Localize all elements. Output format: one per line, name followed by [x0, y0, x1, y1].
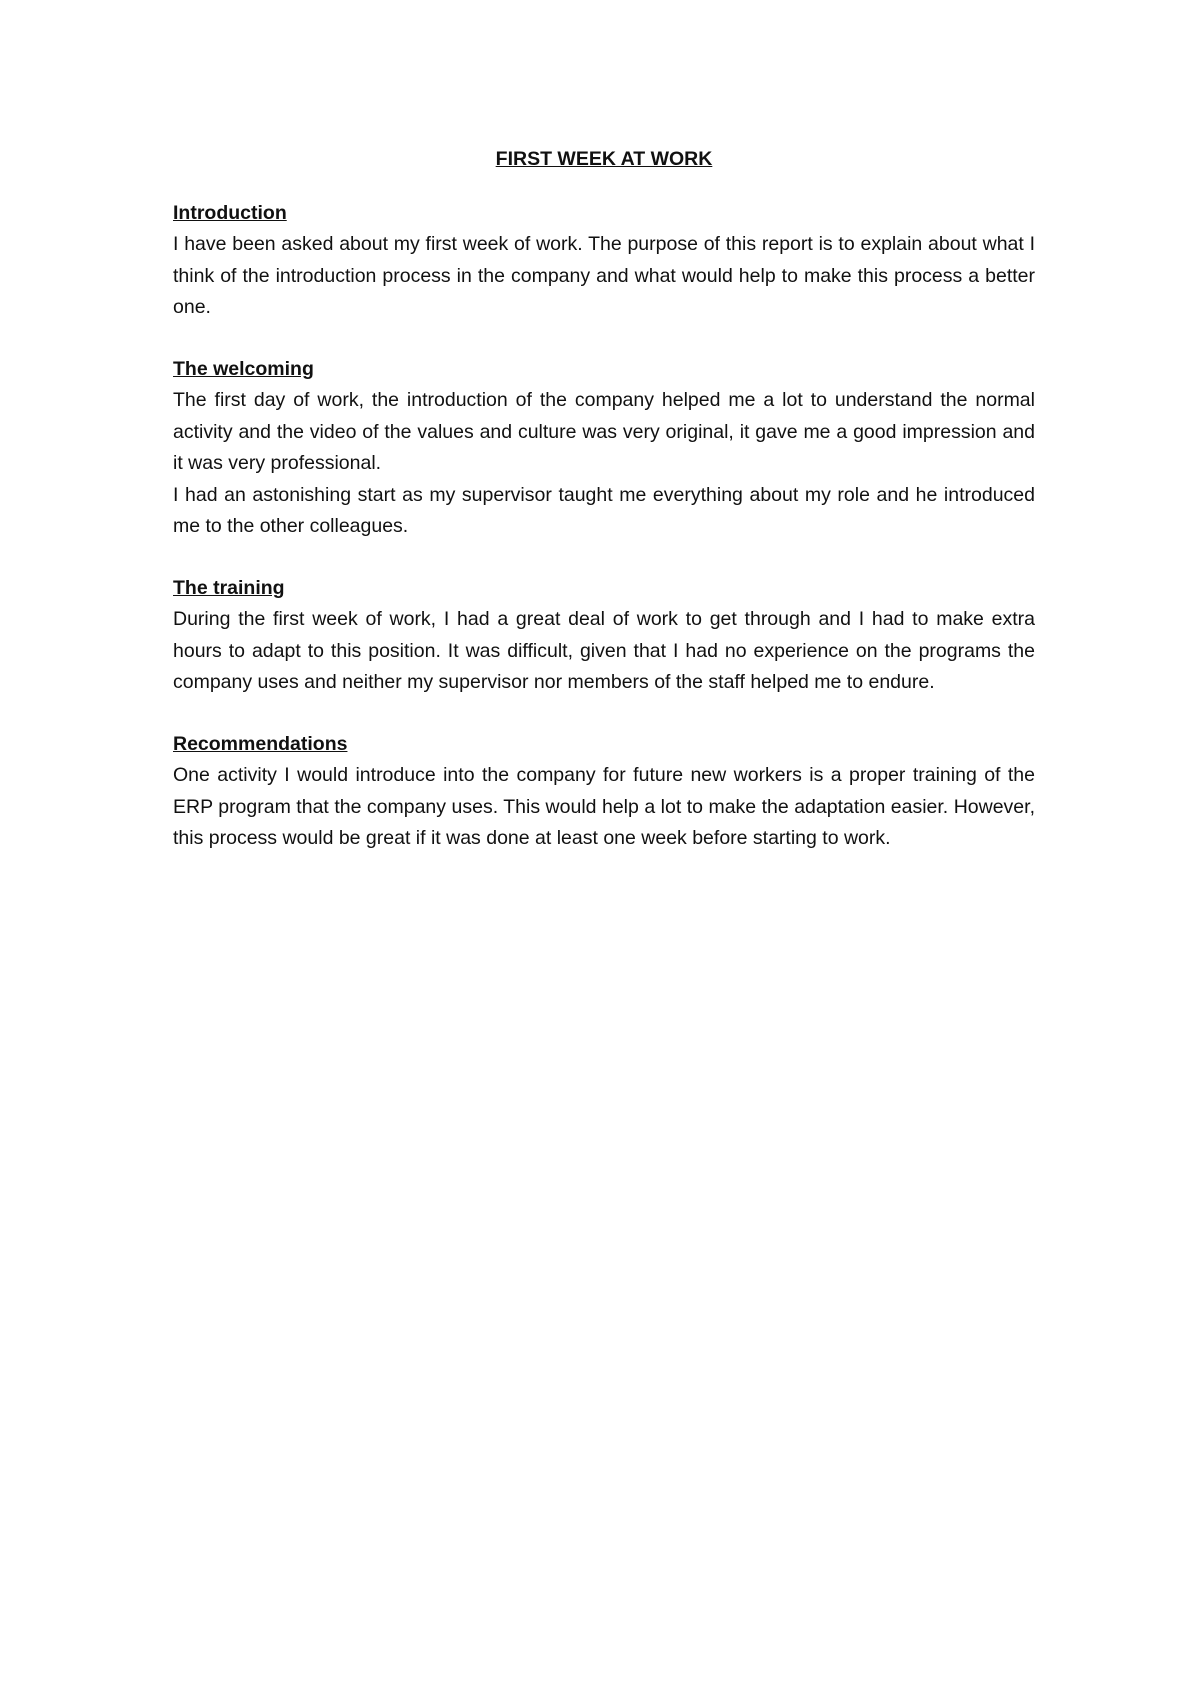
section-training: [173, 573, 1035, 699]
document-title: FIRST WEEK AT WORK: [495, 148, 713, 170]
paragraph: I have been asked about my first week of work. The purpose of this report is to explain about what I think of the introduction process in the company and what would help to make this process a better one.: [173, 233, 1035, 318]
section-introduction: [173, 198, 1035, 324]
paragraph: One activity I would introduce into the company for future new workers is a proper training of the ERP program that the company uses. This would help a lot to make the adaptation easier. However, this process would be great if it was done at least one week before starting to work.: [173, 764, 1035, 849]
section-heading: Introduction: [173, 201, 287, 224]
section-heading: The welcoming: [173, 357, 314, 380]
paragraph: During the first week of work, I had a great deal of work to get through and I had to make extra hours to adapt to this position. It was difficult, given that I had no experience on the programs the company uses and neither my supervisor nor members of the staff helped me to endure.: [173, 608, 1035, 693]
paragraph: I had an astonishing start as my supervisor taught me everything about my role and he introduced me to the other colleagues.: [173, 483, 1035, 537]
document-body: [173, 144, 1035, 885]
section-heading: Recommendations: [173, 732, 348, 755]
paragraph: The first day of work, the introduction of the company helped me a lot to understand the normal activity and the video of the values and culture was very original, it gave me a good impression and it was very professional.: [173, 389, 1035, 474]
section-recommendations: [173, 729, 1035, 855]
section-heading: The training: [173, 576, 285, 599]
section-welcoming: [173, 354, 1035, 543]
